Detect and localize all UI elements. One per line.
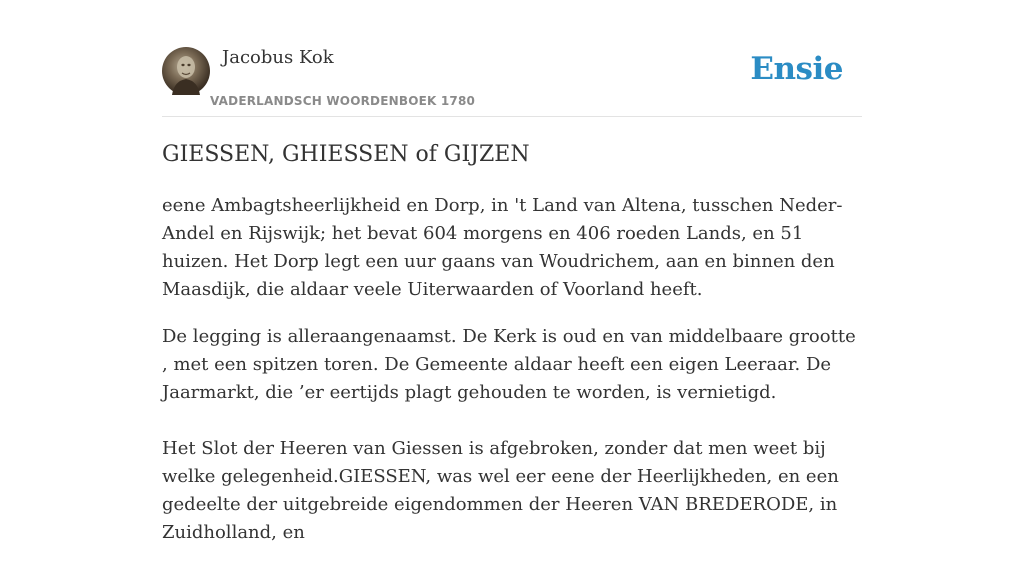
author-avatar[interactable] xyxy=(162,47,210,95)
article-paragraph: Het Slot der Heeren van Giessen is afgebroken, zonder dat men weet bij welke gelegenheid.GIESSEN, was wel eer eene der Heerlijkheden, en een gedeelte der uitgebreide eigendommen der Heeren VAN BREDERODE, in Zuidholland, en xyxy=(162,438,839,543)
article-body xyxy=(162,192,862,566)
article-title: GIESSEN, GHIESSEN of GIJZEN xyxy=(162,142,530,167)
header xyxy=(162,0,862,117)
article-paragraph: De legging is alleraangenaamst. De Kerk is oud en van middelbaare grootte , met een spitzen toren. De Gemeente aldaar heeft een eigen Leeraar. De Jaarmarkt, die ’er eertijds plagt gehouden te worden, is vernietigd. xyxy=(162,326,856,403)
page xyxy=(162,0,862,543)
source-label[interactable]: VADERLANDSCH WOORDENBOEK 1780 xyxy=(210,94,476,108)
portrait-avatar-icon xyxy=(162,47,210,95)
paragraph-spacer xyxy=(162,407,862,435)
author-name[interactable]: Jacobus Kok xyxy=(222,47,334,68)
ensie-logo[interactable]: Ensie xyxy=(750,51,843,87)
article-paragraph: eene Ambagtsheerlijkheid en Dorp, in 't Land van Altena, tusschen Neder-Andel en Rijswijk; het bevat 604 morgens en 406 roeden Lands, en 51 huizen. Het Dorp legt een uur gaans van Woudrichem, aan en binnen den Maasdijk, die aldaar veele Uiterwaarden of Voorland heeft. xyxy=(162,195,843,300)
